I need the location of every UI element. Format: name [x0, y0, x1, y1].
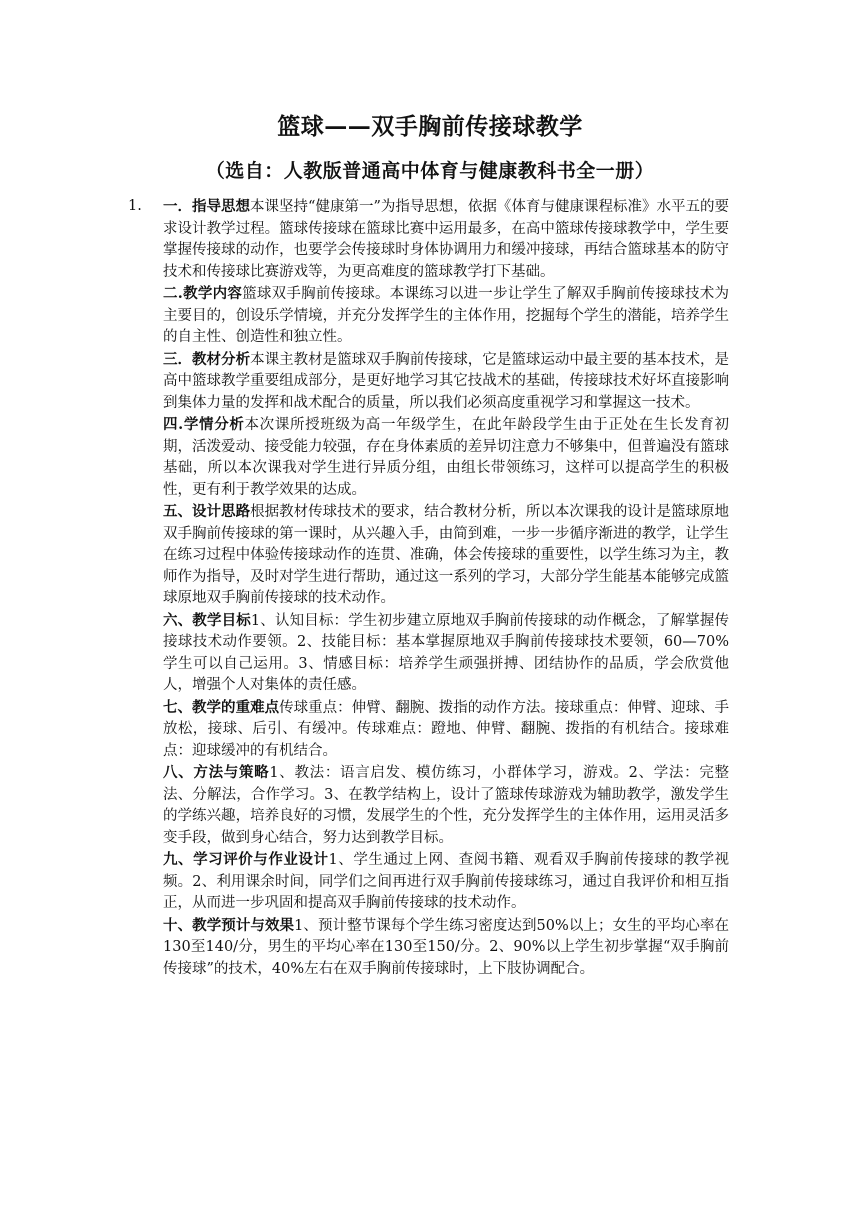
section-text: 1、预计整节课每个学生练习密度达到50%以上；女生的平均心率在130至140/分，男生的平均心率在130至150/分。2、90%以上学生初步掌握“双手胸前传接球”的技术，40%左右在双手胸前传接球时，上下肢协调配合。: [163, 917, 730, 977]
section-text: 本课主教材是篮球双手胸前传接球，它是篮球运动中最主要的基本技术，是高中篮球教学重要组成部分，是更好地学习其它技战术的基础，传接球技术好坏直接影响到集体力量的发挥和战术配合的质量，所以我们必须高度重视学习和掌握这一技术。: [163, 351, 730, 411]
section-heading: 六、教学目标: [163, 611, 251, 629]
section-expected-effect: [163, 915, 729, 981]
section-heading: 二.教学内容: [163, 285, 243, 302]
section-student-analysis: [163, 414, 729, 501]
section-methods: [163, 762, 729, 849]
section-teaching-goals: [163, 610, 729, 697]
document-body: [163, 196, 729, 980]
section-heading: 八、方法与策略: [163, 764, 270, 781]
section-evaluation-homework: [163, 849, 729, 915]
section-text: 篮球双手胸前传接球。本课练习以进一步让学生了解双手胸前传接球技术为主要目的，创设乐学情境，并充分发挥学生的主体作用，挖掘每个学生的潜能，培养学生的自主性、创造性和独立性。: [163, 286, 729, 345]
section-guiding-ideology: [163, 196, 729, 283]
section-text: 传球重点：伸臂、翻腕、拨指的动作方法。接球重点：伸臂、迎球、手放松，接球、后引、有缓冲。传球难点：蹬地、伸臂、翻腕、拨指的有机结合。接球难点：迎球缓冲的有机结合。: [163, 699, 730, 759]
section-heading: 一．指导思想: [163, 198, 251, 215]
section-heading: 七、教学的重难点: [163, 698, 280, 716]
section-text: 1、教法：语言启发、模仿练习，小群体学习，游戏。2、学法：完整法、分解法，合作学习。3、在教学结构上，设计了篮球传球游戏为辅助教学，激发学生的学练兴趣，培养良好的习惯，发展学生的个性，充分发挥学生的主体作用，运用灵活多变手段，做到身心结合，努力达到教学目标。: [163, 765, 730, 846]
document-title: 篮球——双手胸前传接球教学: [277, 113, 583, 140]
section-heading: 三．教材分析: [163, 350, 251, 368]
list-marker: 1.: [128, 198, 142, 214]
section-text: 1、学生通过上网、查阅书籍、观看双手胸前传接球的教学视频。2、利用课余时间，同学们之间再进行双手胸前传接球练习，通过自我评价和相互指正，从而进一步巩固和提高双手胸前传接球的技术动作。: [163, 852, 729, 911]
section-text: 本课坚持“健康第一”为指导思想，依据《体育与健康课程标准》水平五的要求设计教学过程。篮球传接球在篮球比赛中运用最多，在高中篮球传接球教学中，学生要掌握传接球的动作，也要学会传接球时身体协调用力和缓冲接球，再结合篮球基本的防守技术和传接球比赛游戏等，为更高难度的篮球教学打下基础。: [163, 199, 729, 280]
section-material-analysis: [163, 349, 729, 415]
section-heading: 五、设计思路: [163, 503, 251, 520]
document-subtitle: （选自：人教版普通高中体育与健康教科书全一册）: [205, 160, 655, 182]
section-text: 根据教材传球技术的要求，结合教材分析，所以本次课我的设计是篮球原地双手胸前传接球的第一课时，从兴趣入手，由简到难，一步一步循序渐进的教学，让学生在练习过程中体验传接球动作的连贯、准确，体会传接球的重要性，以学生练习为主，教师作为指导，及时对学生进行帮助，通过这一系列的学习，大部分学生能基本能够完成篮球原地双手胸前传接球的技术动作。: [163, 504, 730, 606]
section-heading: 九、学习评价与作业设计: [163, 851, 329, 868]
section-text: 1、认知目标：学生初步建立原地双手胸前传接球的动作概念，了解掌握传接球技术动作要领。2、技能目标：基本掌握原地双手胸前传接球技术要领，60—70%学生可以自己运用。3、情感目标：培养学生顽强拼搏、团结协作的品质，学会欣赏他人，增强个人对集体的责任感。: [163, 612, 729, 693]
section-heading: 四.学情分析: [163, 416, 245, 433]
section-teaching-content: [163, 283, 729, 349]
section-key-difficulties: [163, 697, 729, 763]
section-design-idea: [163, 501, 729, 610]
section-heading: 十、教学预计与效果: [163, 916, 295, 934]
section-text: 本次课所授班级为高一年级学生，在此年龄段学生由于正处在生长发育初期，活泼爱动、接受能力较强，存在身体素质的差异切注意力不够集中，但普遍没有篮球基础，所以本次课我对学生进行异质分组，由组长带领练习，这样可以提高学生的积极性，更有利于教学效果的达成。: [163, 417, 729, 498]
